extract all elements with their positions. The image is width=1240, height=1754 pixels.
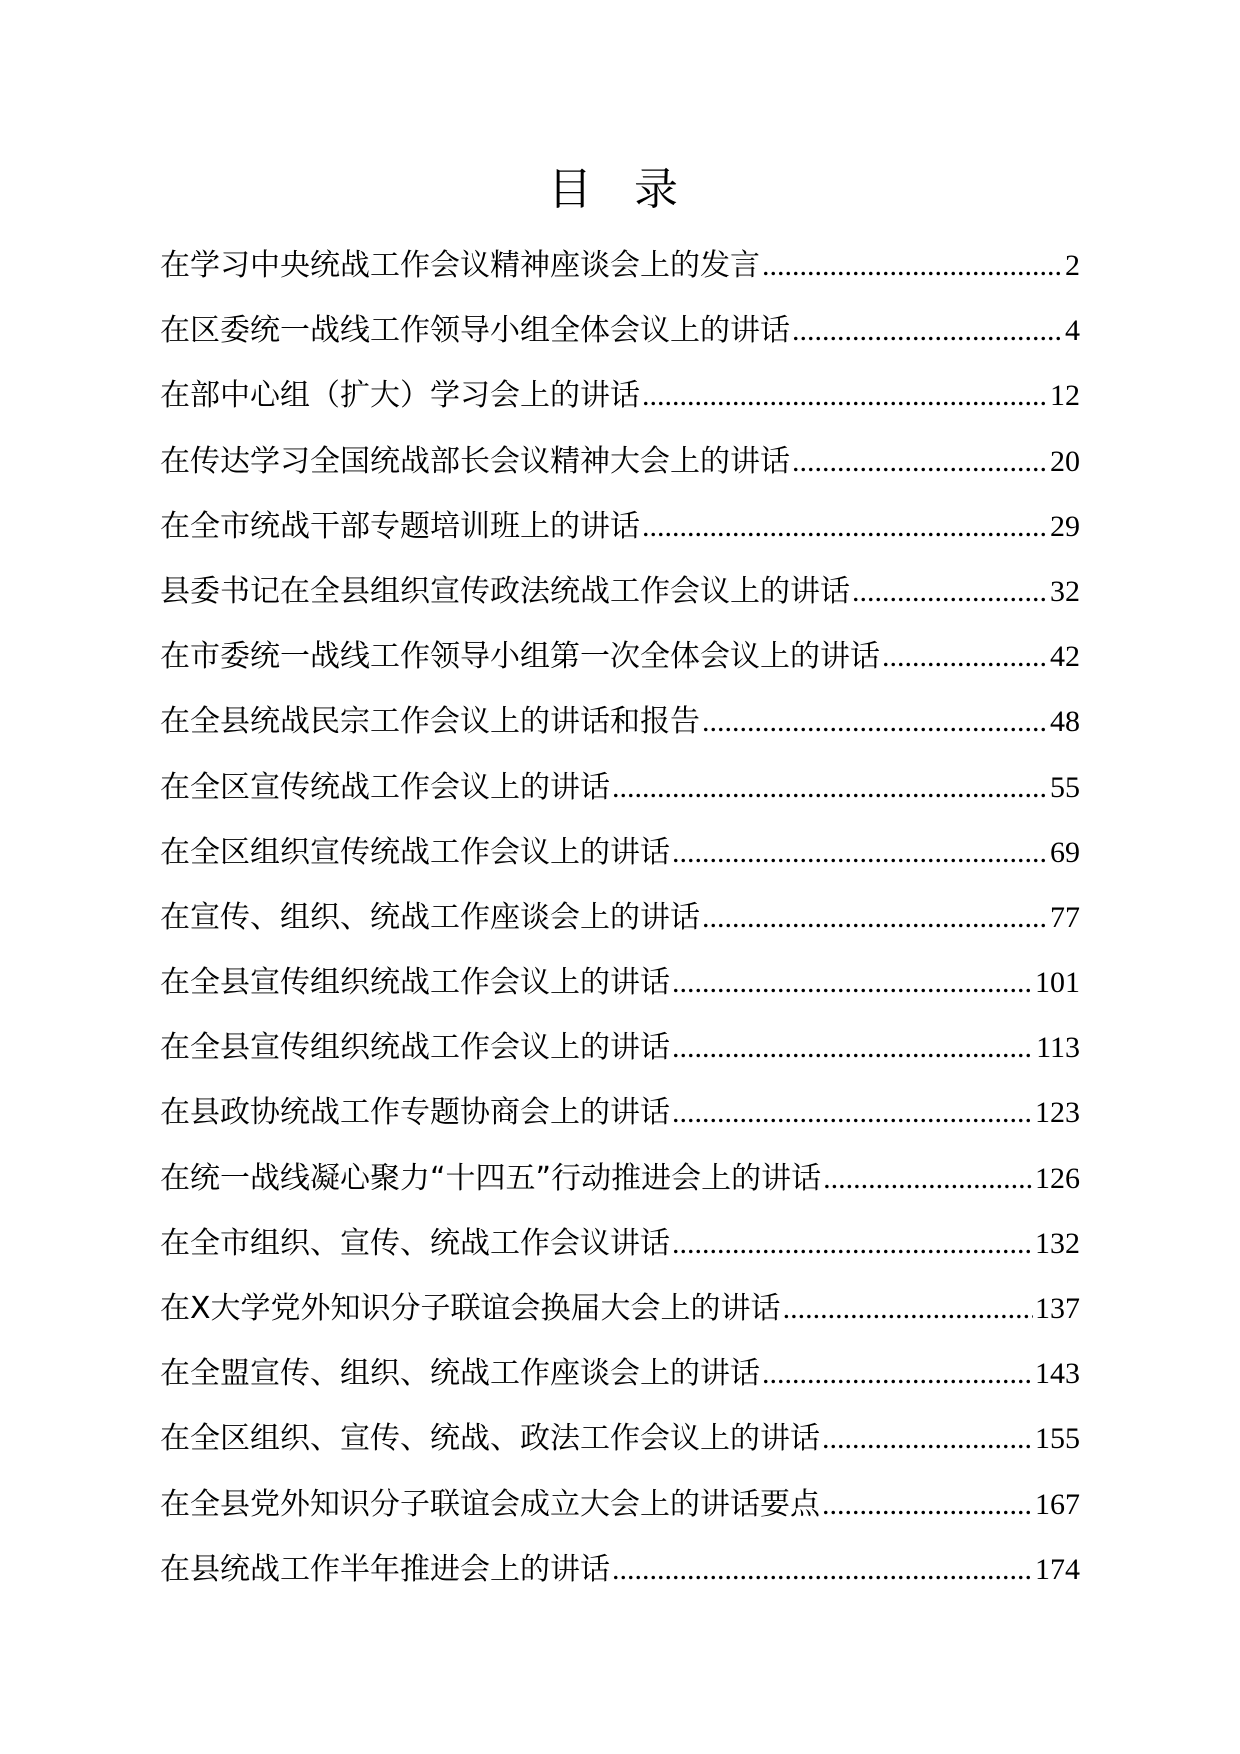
toc-entry[interactable] xyxy=(160,950,1080,1015)
toc-list xyxy=(160,233,1080,1602)
toc-entry-title: 在市委统一战线工作领导小组第一次全体会议上的讲话 xyxy=(160,639,880,675)
toc-entry[interactable] xyxy=(160,689,1080,754)
toc-dot-leader xyxy=(642,363,1048,428)
toc-page-number: 137 xyxy=(1035,1292,1080,1325)
toc-dot-leader xyxy=(642,494,1048,559)
toc-entry[interactable] xyxy=(160,1341,1080,1406)
toc-entry-title: 在全市统战干部专题培训班上的讲话 xyxy=(160,508,640,544)
toc-dot-leader xyxy=(822,1406,1033,1471)
toc-dot-leader xyxy=(852,559,1048,624)
toc-entry[interactable] xyxy=(160,363,1080,428)
toc-dot-leader xyxy=(792,429,1048,494)
toc-page-number: 55 xyxy=(1050,770,1080,804)
toc-page-number: 113 xyxy=(1036,1031,1080,1065)
toc-dot-leader xyxy=(672,1080,1033,1145)
toc-entry[interactable] xyxy=(160,885,1080,950)
toc-entry[interactable] xyxy=(160,1537,1080,1602)
toc-entry[interactable] xyxy=(160,1146,1080,1211)
toc-entry-title: 在部中心组（扩大）学习会上的讲话 xyxy=(160,378,640,414)
toc-page-number: 29 xyxy=(1050,509,1080,543)
toc-entry-title: 在全区宣传统战工作会议上的讲话 xyxy=(160,769,610,805)
toc-page-number: 2 xyxy=(1065,249,1080,282)
toc-entry[interactable] xyxy=(160,559,1080,624)
toc-entry[interactable] xyxy=(160,1015,1080,1080)
toc-entry[interactable] xyxy=(160,624,1080,689)
toc-page-number: 126 xyxy=(1035,1161,1080,1195)
toc-entry-title: 在学习中央统战工作会议精神座谈会上的发言 xyxy=(160,248,760,283)
toc-dot-leader xyxy=(672,950,1033,1015)
toc-page-number: 42 xyxy=(1050,640,1080,674)
toc-dot-leader xyxy=(882,624,1048,689)
toc-entry-title: 在全盟宣传、组织、统战工作座谈会上的讲话 xyxy=(160,1356,760,1392)
toc-page-number: 132 xyxy=(1035,1226,1080,1260)
toc-page-number: 123 xyxy=(1035,1096,1080,1130)
toc-entry[interactable] xyxy=(160,820,1080,885)
toc-entry[interactable] xyxy=(160,1211,1080,1276)
toc-entry[interactable] xyxy=(160,298,1080,363)
toc-page-number: 12 xyxy=(1050,379,1080,413)
toc-dot-leader xyxy=(672,1015,1034,1080)
toc-entry-title: 在统一战线凝心聚力“十四五”行动推进会上的讲话 xyxy=(160,1160,822,1196)
toc-page-number: 174 xyxy=(1035,1552,1080,1586)
toc-dot-leader xyxy=(612,755,1048,820)
toc-dot-leader xyxy=(783,1276,1033,1341)
toc-entry-title: 在传达学习全国统战部长会议精神大会上的讲话 xyxy=(160,443,790,479)
toc-entry-title: 在县统战工作半年推进会上的讲话 xyxy=(160,1551,610,1587)
toc-entry[interactable] xyxy=(160,494,1080,559)
toc-entry[interactable] xyxy=(160,1080,1080,1145)
toc-dot-leader xyxy=(792,298,1063,363)
toc-page-number: 101 xyxy=(1035,966,1080,1000)
toc-dot-leader xyxy=(823,1146,1033,1211)
toc-page-number: 143 xyxy=(1035,1357,1080,1391)
toc-entry[interactable] xyxy=(160,1276,1080,1341)
toc-entry-title: 在县政协统战工作专题协商会上的讲话 xyxy=(160,1095,670,1131)
toc-entry-title: 县委书记在全县组织宣传政法统战工作会议上的讲话 xyxy=(160,573,850,609)
toc-entry[interactable] xyxy=(160,755,1080,820)
toc-page-number: 155 xyxy=(1035,1422,1080,1456)
toc-page-number: 69 xyxy=(1050,835,1080,869)
toc-entry[interactable] xyxy=(160,429,1080,494)
toc-page-number: 32 xyxy=(1050,574,1080,608)
toc-dot-leader xyxy=(762,233,1063,298)
toc-entry[interactable] xyxy=(160,1406,1080,1471)
toc-page-number: 77 xyxy=(1050,900,1080,934)
toc-dot-leader xyxy=(822,1472,1033,1537)
toc-dot-leader xyxy=(612,1537,1033,1602)
toc-entry-title: 在全区组织宣传统战工作会议上的讲话 xyxy=(160,834,670,870)
toc-entry-title: 在全县统战民宗工作会议上的讲话和报告 xyxy=(160,704,700,740)
toc-entry-title: 在全县党外知识分子联谊会成立大会上的讲话要点 xyxy=(160,1486,820,1522)
toc-page-number: 20 xyxy=(1050,444,1080,478)
toc-dot-leader xyxy=(762,1341,1033,1406)
toc-entry-title: 在全区组织、宣传、统战、政法工作会议上的讲话 xyxy=(160,1421,820,1457)
toc-dot-leader xyxy=(672,1211,1033,1276)
toc-entry[interactable] xyxy=(160,1472,1080,1537)
toc-page-number: 167 xyxy=(1035,1487,1080,1521)
toc-entry-title: 在全市组织、宣传、统战工作会议讲话 xyxy=(160,1225,670,1261)
toc-entry-title: 在全县宣传组织统战工作会议上的讲话 xyxy=(160,965,670,1001)
toc-entry-title: 在宣传、组织、统战工作座谈会上的讲话 xyxy=(160,899,700,935)
toc-entry-title: 在X大学党外知识分子联谊会换届大会上的讲话 xyxy=(160,1291,781,1326)
toc-entry-title: 在区委统一战线工作领导小组全体会议上的讲话 xyxy=(160,313,790,349)
toc-dot-leader xyxy=(672,820,1048,885)
toc-page-number: 48 xyxy=(1050,705,1080,739)
toc-dot-leader xyxy=(702,689,1048,754)
toc-page-number: 4 xyxy=(1065,314,1080,348)
toc-title: 目 录 xyxy=(548,164,692,215)
toc-entry-title: 在全县宣传组织统战工作会议上的讲话 xyxy=(160,1030,670,1066)
toc-entry[interactable] xyxy=(160,233,1080,298)
toc-dot-leader xyxy=(702,885,1048,950)
